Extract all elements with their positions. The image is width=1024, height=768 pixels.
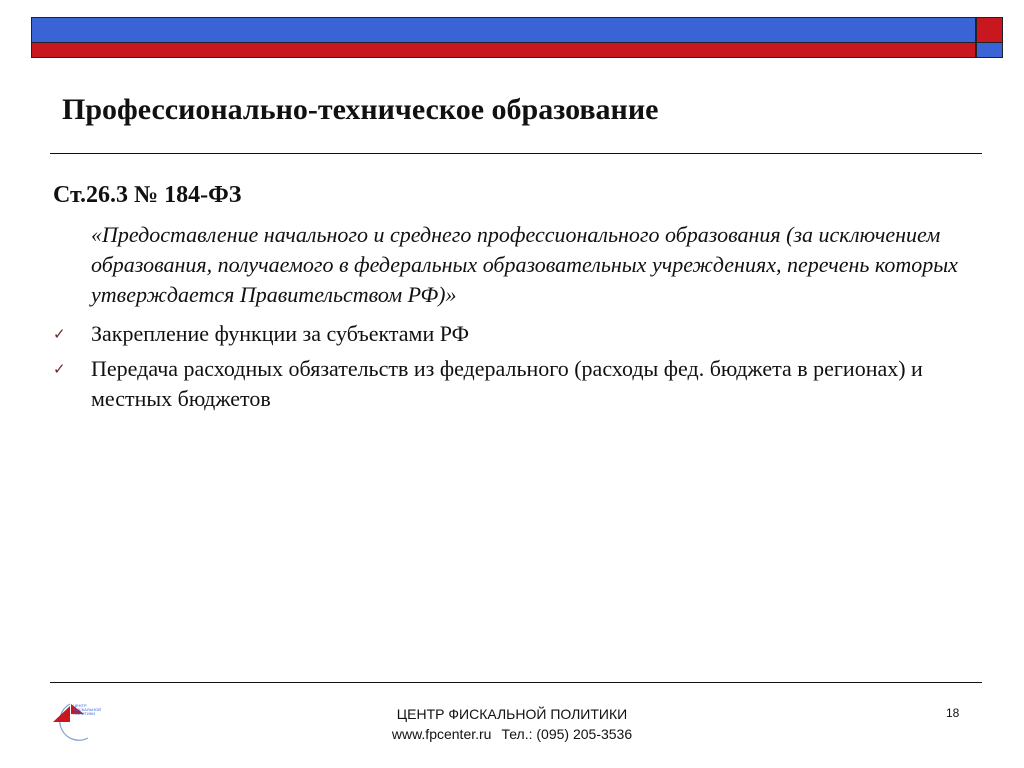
svg-text:ФИСКАЛЬНОЙ: ФИСКАЛЬНОЙ — [73, 707, 102, 712]
header-band-blue — [31, 17, 976, 43]
bullet-text: Передача расходных обязательств из федерального (расходы фед. бюджета в регионах) и местных бюджетов — [91, 356, 923, 411]
law-quote: «Предоставление начального и среднего профессионального образования (за исключением образования, получаемого в федеральных образовательных учреждениях, перечень которых утверждается Правительством РФ)» — [91, 222, 958, 307]
footer-website: www.fpcenter.ru — [391, 726, 492, 742]
checkmark-icon: ✓ — [53, 325, 66, 343]
fiscal-center-logo-icon — [50, 698, 110, 744]
checkmark-icon: ✓ — [53, 360, 66, 378]
footer-phone: Тел.: (095) 205-3536 — [501, 726, 633, 742]
slide-title: Профессионально-техническое образование — [62, 93, 659, 126]
law-reference: Ст.26.3 № 184-ФЗ — [53, 182, 242, 208]
bullet-text: Закрепление функции за субъектами РФ — [91, 321, 469, 346]
header-corner-blue-square — [976, 42, 1003, 58]
footer-org-name: ЦЕНТР ФИСКАЛЬНОЙ ПОЛИТИКИ — [396, 706, 628, 722]
svg-text:ПОЛИТИКИ: ПОЛИТИКИ — [73, 711, 95, 716]
bullet-item — [53, 354, 973, 414]
bullet-item — [53, 319, 973, 349]
header-band-red — [31, 42, 976, 58]
header-corner-red-square — [976, 17, 1003, 43]
footer-divider — [50, 682, 982, 683]
svg-text:ЦЕНТР: ЦЕНТР — [73, 703, 87, 708]
footer-contacts — [312, 726, 712, 742]
page-number: 18 — [946, 706, 960, 720]
title-divider — [50, 153, 982, 154]
